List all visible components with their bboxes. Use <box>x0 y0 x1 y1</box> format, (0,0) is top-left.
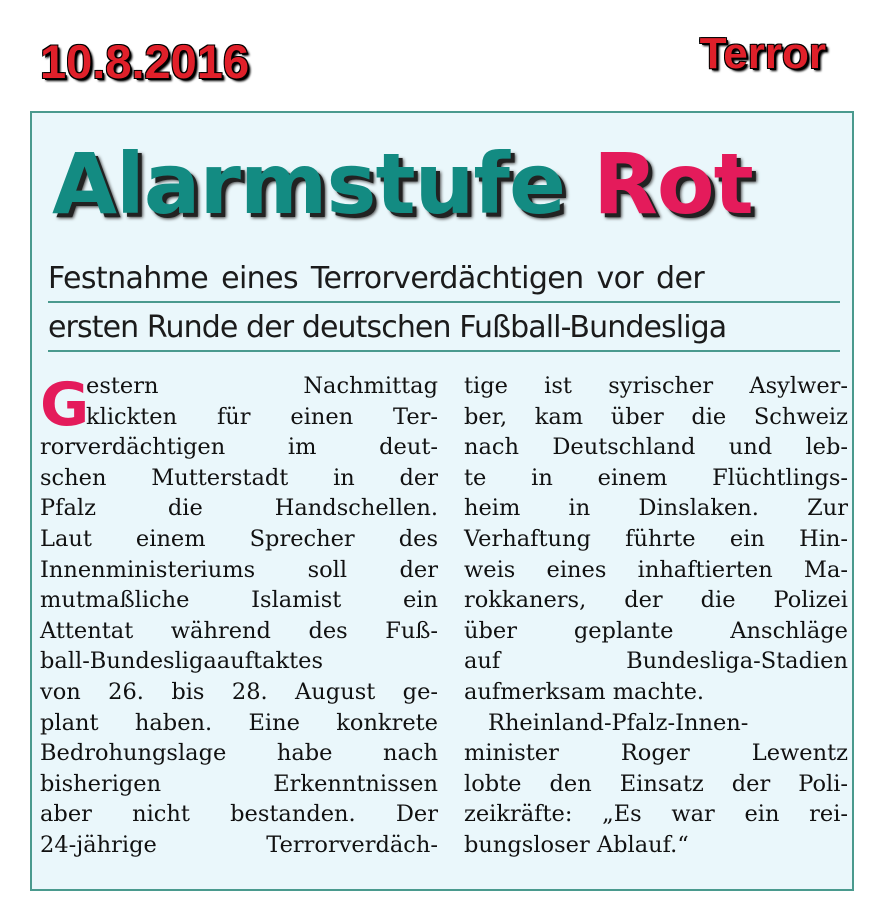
column-2-line: bungsloser Ablauf.“ <box>464 831 689 858</box>
column-2-line: auf Bundesliga-Stadien <box>464 648 848 675</box>
headline <box>52 119 842 249</box>
column-2-line: rokkaners, der die Polizei <box>464 587 848 614</box>
column-2-line: Verhaftung führte ein Hin- <box>464 525 848 552</box>
column-2-line: Rheinland-Pfalz-Innen- <box>488 709 749 736</box>
column-2-line: ber, kam über die Schweiz <box>464 403 848 430</box>
drop-cap: G <box>40 370 90 440</box>
column-1-line: rorverdächtigen im deut- <box>40 434 438 461</box>
column-1-line: Attentat während des Fuß- <box>40 617 438 644</box>
column-1-line: 24-jährige Terrorverdäch- <box>40 831 438 858</box>
column-2-line: minister Roger Lewentz <box>464 740 848 767</box>
column-1-line: bisherigen Erkenntnissen <box>40 770 438 797</box>
column-2-line: aufmerksam machte. <box>464 678 705 705</box>
column-1-line: Bedrohungslage habe nach <box>40 740 438 767</box>
column-1-line: klickten für einen Ter- <box>86 403 438 430</box>
column-2-line: lobte den Einsatz der Poli- <box>464 770 848 797</box>
date-label: 10.8.2016 <box>40 35 250 88</box>
column-2-line: te in einem Flüchtlings- <box>464 464 848 491</box>
subheadline-line-1: Festnahme eines Terrorverdächtigen vor der <box>48 257 840 303</box>
subheadline-line-2: ersten Runde der deutschen Fußball-Bundesliga <box>48 306 840 352</box>
column-1-line: Pfalz die Handschellen. <box>40 495 438 522</box>
column-1-line: plant haben. Eine konkrete <box>40 709 438 736</box>
headline-part-2: Rot <box>593 135 753 233</box>
column-1-line: mutmaßliche Islamist ein <box>40 587 438 614</box>
column-1-line: schen Mutterstadt in der <box>40 464 438 491</box>
column-2-line: über geplante Anschläge <box>464 617 848 644</box>
column-2-line: heim in Dinslaken. Zur <box>464 495 848 522</box>
article-frame <box>30 111 854 891</box>
column-1-line: Innenministeriums soll der <box>40 556 438 583</box>
article-column-2 <box>464 371 848 861</box>
column-1-line: aber nicht bestanden. Der <box>40 801 438 828</box>
column-1-line: estern Nachmittag <box>86 373 438 399</box>
headline-part-1: Alarmstufe <box>52 135 565 233</box>
column-1-line: ball-Bundesligaauftaktes <box>40 648 324 675</box>
column-2-line: weis eines inhaftierten Ma- <box>464 556 848 583</box>
article-column-1 <box>40 371 438 861</box>
section-label: Terror <box>699 29 826 78</box>
column-1-line: Laut einem Sprecher des <box>40 525 438 552</box>
column-2-line: nach Deutschland und leb- <box>464 434 848 461</box>
column-2-line: zeikräfte: „Es war ein rei- <box>464 801 848 828</box>
column-2-line: tige ist syrischer Asylwer- <box>464 373 848 399</box>
column-1-line: von 26. bis 28. August ge- <box>40 678 438 705</box>
